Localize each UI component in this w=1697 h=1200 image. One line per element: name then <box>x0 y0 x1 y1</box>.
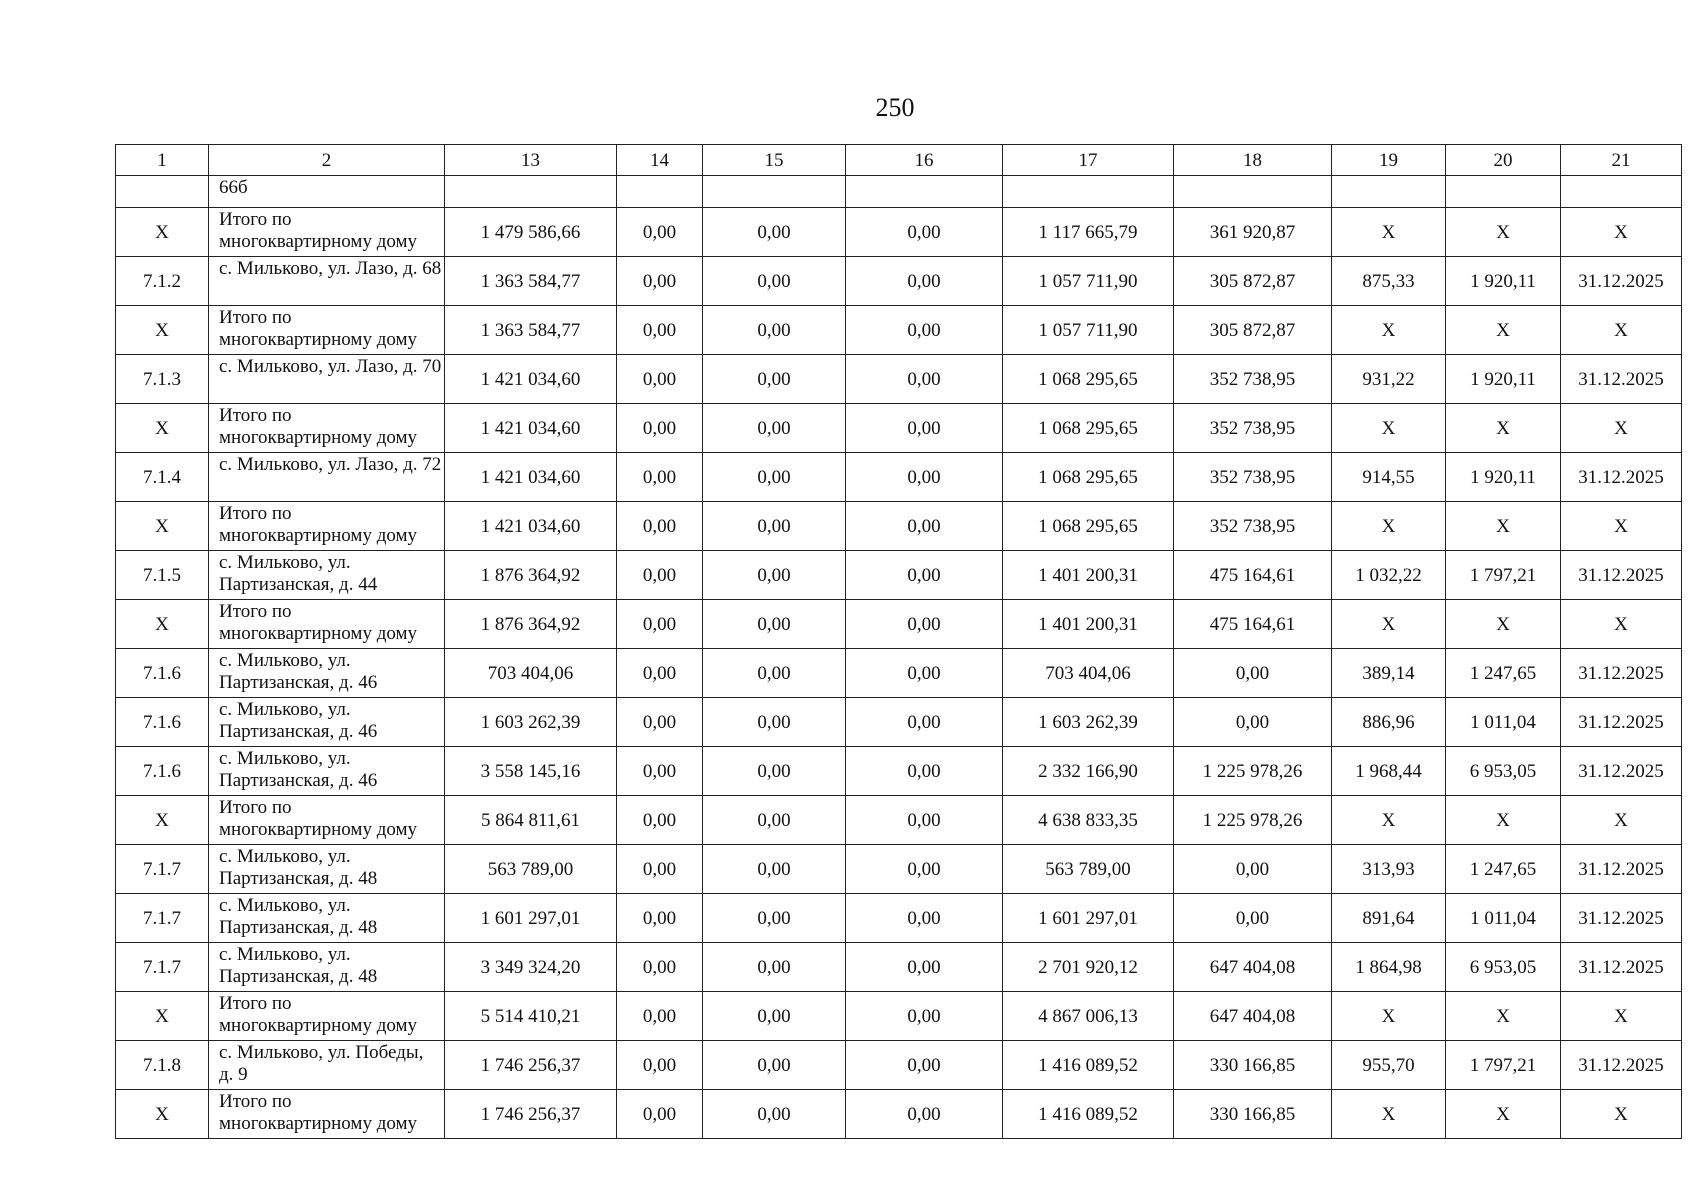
table-cell: X <box>116 1090 209 1139</box>
table-cell <box>617 176 703 208</box>
table-cell: 1 225 978,26 <box>1174 747 1332 796</box>
table-cell: 1 601 297,01 <box>1003 894 1174 943</box>
table-cell: 352 738,95 <box>1174 453 1332 502</box>
column-header: 18 <box>1174 145 1332 176</box>
column-header: 14 <box>617 145 703 176</box>
table-row <box>116 404 1682 453</box>
column-header: 2 <box>209 145 445 176</box>
table-cell: 0,00 <box>617 404 703 453</box>
table-cell: 0,00 <box>703 453 846 502</box>
table-cell: X <box>1332 502 1446 551</box>
table-cell: 1 479 586,66 <box>445 208 617 257</box>
table-cell: 0,00 <box>846 747 1003 796</box>
table-cell: 0,00 <box>846 453 1003 502</box>
table-cell: 0,00 <box>617 306 703 355</box>
table-cell: 7.1.8 <box>116 1041 209 1090</box>
table-cell: Итого по многоквартирному дому <box>209 1090 445 1139</box>
table-cell: 0,00 <box>846 796 1003 845</box>
table-cell: 0,00 <box>617 845 703 894</box>
table-cell: 0,00 <box>846 355 1003 404</box>
table-cell: 1 117 665,79 <box>1003 208 1174 257</box>
table-cell: 330 166,85 <box>1174 1090 1332 1139</box>
table-cell: 1 057 711,90 <box>1003 306 1174 355</box>
table-cell: X <box>116 306 209 355</box>
table-cell: 352 738,95 <box>1174 404 1332 453</box>
table-row <box>116 845 1682 894</box>
table-cell: 7.1.5 <box>116 551 209 600</box>
table-cell: 931,22 <box>1332 355 1446 404</box>
table-cell: 1 416 089,52 <box>1003 1041 1174 1090</box>
table-cell <box>846 176 1003 208</box>
table-cell: X <box>1332 600 1446 649</box>
table-cell: 7.1.7 <box>116 894 209 943</box>
table-cell: 1 968,44 <box>1332 747 1446 796</box>
table-cell: 1 746 256,37 <box>445 1041 617 1090</box>
table-cell: 1 068 295,65 <box>1003 404 1174 453</box>
table-cell: 66б <box>209 176 445 208</box>
table-cell: 31.12.2025 <box>1561 649 1682 698</box>
table-cell: 0,00 <box>703 306 846 355</box>
column-header: 21 <box>1561 145 1682 176</box>
table-cell: 1 920,11 <box>1446 453 1561 502</box>
table-cell: 0,00 <box>846 992 1003 1041</box>
table-cell: 4 638 833,35 <box>1003 796 1174 845</box>
table-cell: 305 872,87 <box>1174 306 1332 355</box>
table-cell: 0,00 <box>703 600 846 649</box>
table-cell: X <box>1332 992 1446 1041</box>
table-cell: 2 332 166,90 <box>1003 747 1174 796</box>
table-cell: 7.1.7 <box>116 845 209 894</box>
table-cell: 389,14 <box>1332 649 1446 698</box>
table-cell: 1 068 295,65 <box>1003 502 1174 551</box>
page-number: 250 <box>875 93 915 122</box>
table-body <box>116 176 1682 1139</box>
table-cell: 0,00 <box>846 208 1003 257</box>
table-header <box>116 145 1682 176</box>
table-row <box>116 649 1682 698</box>
table-cell: 1 247,65 <box>1446 649 1561 698</box>
table-cell: 0,00 <box>703 355 846 404</box>
table-cell: 5 864 811,61 <box>445 796 617 845</box>
table-cell: 3 349 324,20 <box>445 943 617 992</box>
header-row <box>116 145 1682 176</box>
table-cell: 1 797,21 <box>1446 551 1561 600</box>
table-cell: X <box>116 992 209 1041</box>
table-cell: 7.1.6 <box>116 698 209 747</box>
table-cell: с. Мильково, ул. Партизанская, д. 48 <box>209 845 445 894</box>
table-cell: 0,00 <box>703 845 846 894</box>
table-cell: X <box>1561 992 1682 1041</box>
table-cell: 0,00 <box>846 943 1003 992</box>
table-cell: с. Мильково, ул. Партизанская, д. 48 <box>209 943 445 992</box>
table-cell: X <box>116 502 209 551</box>
table-cell: 0,00 <box>846 306 1003 355</box>
table-cell: Итого по многоквартирному дому <box>209 600 445 649</box>
table-cell: 1 603 262,39 <box>445 698 617 747</box>
table-cell <box>1561 176 1682 208</box>
table-cell: 0,00 <box>617 698 703 747</box>
table-cell: 5 514 410,21 <box>445 992 617 1041</box>
table-cell: 31.12.2025 <box>1561 453 1682 502</box>
table-cell: 305 872,87 <box>1174 257 1332 306</box>
table-cell: 1 746 256,37 <box>445 1090 617 1139</box>
table-cell: с. Мильково, ул. Партизанская, д. 44 <box>209 551 445 600</box>
table-row <box>116 992 1682 1041</box>
table-cell: 0,00 <box>617 1090 703 1139</box>
table-cell: с. Мильково, ул. Лазо, д. 70 <box>209 355 445 404</box>
table-cell: с. Мильково, ул. Партизанская, д. 46 <box>209 747 445 796</box>
table-cell: 0,00 <box>703 649 846 698</box>
table-cell: 0,00 <box>703 1090 846 1139</box>
table-cell: 31.12.2025 <box>1561 1041 1682 1090</box>
table-row <box>116 453 1682 502</box>
table-cell: 0,00 <box>846 1041 1003 1090</box>
column-header: 16 <box>846 145 1003 176</box>
table-cell: 1 011,04 <box>1446 894 1561 943</box>
table-cell: 31.12.2025 <box>1561 551 1682 600</box>
table-cell: с. Мильково, ул. Победы, д. 9 <box>209 1041 445 1090</box>
table-row <box>116 208 1682 257</box>
table-cell: 0,00 <box>703 747 846 796</box>
table-cell: 955,70 <box>1332 1041 1446 1090</box>
table-cell: с. Мильково, ул. Партизанская, д. 46 <box>209 649 445 698</box>
table-cell: 1 247,65 <box>1446 845 1561 894</box>
table-cell: X <box>1446 208 1561 257</box>
table-cell: с. Мильково, ул. Лазо, д. 72 <box>209 453 445 502</box>
table-cell: 1 225 978,26 <box>1174 796 1332 845</box>
table-cell: X <box>1332 404 1446 453</box>
table-cell: X <box>1332 208 1446 257</box>
table-cell: 31.12.2025 <box>1561 355 1682 404</box>
table-row <box>116 306 1682 355</box>
table-cell: 563 789,00 <box>445 845 617 894</box>
table-cell: X <box>116 796 209 845</box>
table-cell: X <box>1446 992 1561 1041</box>
table-cell: 31.12.2025 <box>1561 698 1682 747</box>
table-cell: 0,00 <box>617 1041 703 1090</box>
table-cell: 1 401 200,31 <box>1003 551 1174 600</box>
table-cell: 1 421 034,60 <box>445 355 617 404</box>
table-row <box>116 894 1682 943</box>
table-cell: 0,00 <box>703 404 846 453</box>
table-cell: Итого по многоквартирному дому <box>209 306 445 355</box>
table-cell: 0,00 <box>1174 649 1332 698</box>
table-cell: 703 404,06 <box>445 649 617 698</box>
table-cell: 0,00 <box>846 257 1003 306</box>
table-cell: X <box>1446 502 1561 551</box>
table-cell: 0,00 <box>846 845 1003 894</box>
table-cell: Итого по многоквартирному дому <box>209 502 445 551</box>
table-cell: 31.12.2025 <box>1561 257 1682 306</box>
table-cell: 6 953,05 <box>1446 943 1561 992</box>
table-row <box>116 600 1682 649</box>
table-cell: 4 867 006,13 <box>1003 992 1174 1041</box>
column-header: 13 <box>445 145 617 176</box>
table-cell: 0,00 <box>703 992 846 1041</box>
table-cell <box>1446 176 1561 208</box>
table-cell: 0,00 <box>846 894 1003 943</box>
table-cell: 31.12.2025 <box>1561 845 1682 894</box>
table-cell: 330 166,85 <box>1174 1041 1332 1090</box>
table-cell: 1 421 034,60 <box>445 453 617 502</box>
table-cell <box>703 176 846 208</box>
table-cell: 1 401 200,31 <box>1003 600 1174 649</box>
table-cell: 563 789,00 <box>1003 845 1174 894</box>
table-cell <box>116 176 209 208</box>
table-cell: 313,93 <box>1332 845 1446 894</box>
table-row <box>116 698 1682 747</box>
table-row <box>116 796 1682 845</box>
table-cell: Итого по многоквартирному дому <box>209 796 445 845</box>
table-cell: 0,00 <box>846 698 1003 747</box>
table-cell: 1 421 034,60 <box>445 404 617 453</box>
table-cell: X <box>1561 306 1682 355</box>
table-row <box>116 355 1682 404</box>
table-cell: 0,00 <box>846 1090 1003 1139</box>
table-cell: 0,00 <box>703 943 846 992</box>
table-cell: 0,00 <box>703 698 846 747</box>
table-cell: X <box>116 404 209 453</box>
table-cell: 7.1.6 <box>116 747 209 796</box>
table-cell: X <box>1446 796 1561 845</box>
table-cell <box>445 176 617 208</box>
table-cell: Итого по многоквартирному дому <box>209 992 445 1041</box>
table-cell: 0,00 <box>617 894 703 943</box>
table-cell: 0,00 <box>1174 894 1332 943</box>
column-header: 20 <box>1446 145 1561 176</box>
column-header: 1 <box>116 145 209 176</box>
table-cell: 6 953,05 <box>1446 747 1561 796</box>
data-table <box>115 144 1682 1139</box>
table-cell: 0,00 <box>617 355 703 404</box>
table-cell: 31.12.2025 <box>1561 747 1682 796</box>
table-cell: 1 601 297,01 <box>445 894 617 943</box>
table-cell: 3 558 145,16 <box>445 747 617 796</box>
table-cell: 0,00 <box>617 943 703 992</box>
table-cell: 0,00 <box>703 208 846 257</box>
table-cell: 352 738,95 <box>1174 355 1332 404</box>
column-header: 17 <box>1003 145 1174 176</box>
table-cell: X <box>1332 796 1446 845</box>
table-cell: X <box>1332 306 1446 355</box>
table-cell <box>1174 176 1332 208</box>
table-cell: 1 421 034,60 <box>445 502 617 551</box>
table-cell: с. Мильково, ул. Лазо, д. 68 <box>209 257 445 306</box>
table-cell: 1 068 295,65 <box>1003 453 1174 502</box>
table-cell: 0,00 <box>617 502 703 551</box>
table-cell: с. Мильково, ул. Партизанская, д. 48 <box>209 894 445 943</box>
table-cell <box>1332 176 1446 208</box>
table-cell: X <box>1446 600 1561 649</box>
table-cell: 0,00 <box>617 208 703 257</box>
table-cell: 1 603 262,39 <box>1003 698 1174 747</box>
table-cell: 7.1.6 <box>116 649 209 698</box>
table-cell: X <box>1446 404 1561 453</box>
table-cell: Итого по многоквартирному дому <box>209 208 445 257</box>
table-cell: 1 363 584,77 <box>445 257 617 306</box>
table-cell: 0,00 <box>846 551 1003 600</box>
table-cell: X <box>1332 1090 1446 1139</box>
table-cell: 0,00 <box>617 796 703 845</box>
table-row <box>116 551 1682 600</box>
table-cell <box>1003 176 1174 208</box>
table-cell: с. Мильково, ул. Партизанская, д. 46 <box>209 698 445 747</box>
column-header: 19 <box>1332 145 1446 176</box>
table-cell: 886,96 <box>1332 698 1446 747</box>
table-cell: 7.1.3 <box>116 355 209 404</box>
table-row <box>116 257 1682 306</box>
table-cell: 1 416 089,52 <box>1003 1090 1174 1139</box>
table-cell: X <box>1561 208 1682 257</box>
table-cell: 0,00 <box>617 649 703 698</box>
table-cell: 7.1.7 <box>116 943 209 992</box>
table-cell: X <box>1446 1090 1561 1139</box>
table-cell: 0,00 <box>846 649 1003 698</box>
table-cell: 0,00 <box>1174 845 1332 894</box>
table-cell: 2 701 920,12 <box>1003 943 1174 992</box>
table-cell: 0,00 <box>703 894 846 943</box>
table-cell: 0,00 <box>703 551 846 600</box>
table-cell: 0,00 <box>703 796 846 845</box>
table-cell: 1 057 711,90 <box>1003 257 1174 306</box>
table-cell: 0,00 <box>846 600 1003 649</box>
column-header: 15 <box>703 145 846 176</box>
table-cell: 1 068 295,65 <box>1003 355 1174 404</box>
table-cell: 1 032,22 <box>1332 551 1446 600</box>
table-cell: 1 920,11 <box>1446 355 1561 404</box>
table-cell: 7.1.2 <box>116 257 209 306</box>
table-cell: 891,64 <box>1332 894 1446 943</box>
table-row <box>116 943 1682 992</box>
table-cell: 1 876 364,92 <box>445 551 617 600</box>
table-cell: 1 864,98 <box>1332 943 1446 992</box>
table-cell: 0,00 <box>846 502 1003 551</box>
table-cell: 647 404,08 <box>1174 992 1332 1041</box>
table-cell: 475 164,61 <box>1174 600 1332 649</box>
table-cell: 0,00 <box>703 257 846 306</box>
table-cell: 647 404,08 <box>1174 943 1332 992</box>
table-row <box>116 747 1682 796</box>
table-cell: X <box>1561 404 1682 453</box>
table-cell: 0,00 <box>617 551 703 600</box>
table-cell: 1 797,21 <box>1446 1041 1561 1090</box>
table-row <box>116 502 1682 551</box>
table-cell: 352 738,95 <box>1174 502 1332 551</box>
table-cell: X <box>1446 306 1561 355</box>
table-cell: 1 920,11 <box>1446 257 1561 306</box>
table-cell: 31.12.2025 <box>1561 943 1682 992</box>
table-cell: 1 876 364,92 <box>445 600 617 649</box>
table-cell: 1 363 584,77 <box>445 306 617 355</box>
table-cell: 0,00 <box>617 747 703 796</box>
table-cell: X <box>1561 1090 1682 1139</box>
table-row <box>116 1041 1682 1090</box>
table-row <box>116 176 1682 208</box>
table-cell: 0,00 <box>703 502 846 551</box>
table-cell: 361 920,87 <box>1174 208 1332 257</box>
table-cell: 7.1.4 <box>116 453 209 502</box>
table-row <box>116 1090 1682 1139</box>
table-cell: Итого по многоквартирному дому <box>209 404 445 453</box>
table-cell: 1 011,04 <box>1446 698 1561 747</box>
table-cell: 475 164,61 <box>1174 551 1332 600</box>
table-cell: 875,33 <box>1332 257 1446 306</box>
table-cell: 0,00 <box>617 992 703 1041</box>
table-cell: X <box>1561 600 1682 649</box>
table-cell: X <box>116 208 209 257</box>
table-cell: 31.12.2025 <box>1561 894 1682 943</box>
table-cell: 0,00 <box>617 257 703 306</box>
table-cell: X <box>116 600 209 649</box>
table-cell: 0,00 <box>846 404 1003 453</box>
table-cell: X <box>1561 796 1682 845</box>
table-cell: 0,00 <box>703 1041 846 1090</box>
table-cell: 703 404,06 <box>1003 649 1174 698</box>
table-cell: X <box>1561 502 1682 551</box>
table-cell: 0,00 <box>1174 698 1332 747</box>
table-cell: 914,55 <box>1332 453 1446 502</box>
table-cell: 0,00 <box>617 453 703 502</box>
table-cell: 0,00 <box>617 600 703 649</box>
